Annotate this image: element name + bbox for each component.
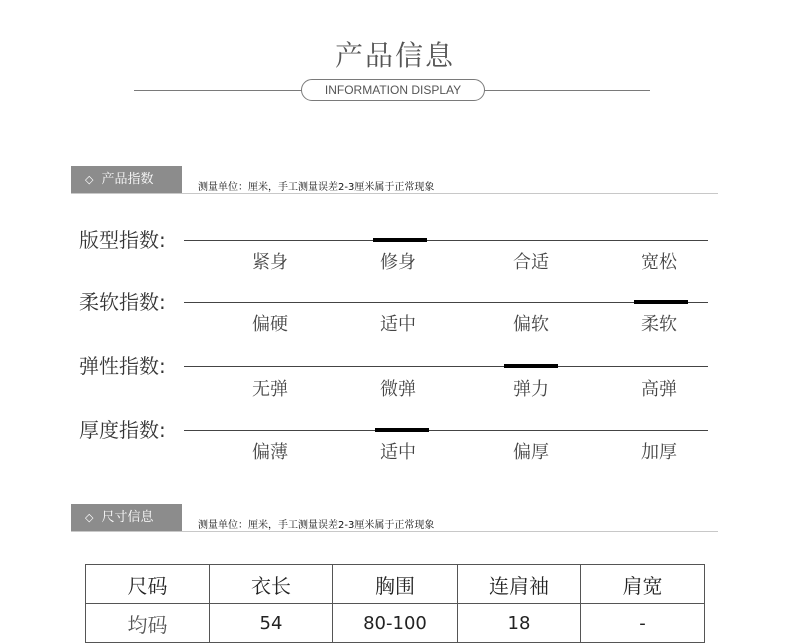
index-marker (634, 300, 688, 304)
index-scale-line (184, 366, 708, 367)
measurement-note: 测量单位：厘米，手工测量误差2-3厘米属于正常现象 (198, 520, 435, 531)
section-tag-size-info (71, 504, 182, 531)
table-header-cell: 连肩袖 (458, 565, 581, 604)
measurement-note: 测量单位：厘米，手工测量误差2-3厘米属于正常现象 (198, 182, 435, 193)
index-marker (373, 238, 427, 242)
index-option: 宽松 (641, 252, 677, 273)
index-label-fit: 版型指数: (79, 228, 166, 252)
index-label-elasticity: 弹性指数: (79, 354, 166, 378)
index-option: 紧身 (252, 252, 288, 273)
index-scale-line (184, 240, 708, 241)
section-tag-label: 尺寸信息 (101, 510, 154, 525)
table-header-cell: 衣长 (210, 565, 333, 604)
section-tag-label: 产品指数 (101, 172, 154, 187)
table-cell: 80-100 (333, 604, 458, 643)
table-cell: 54 (210, 604, 333, 643)
index-marker (375, 428, 429, 432)
index-option: 加厚 (641, 442, 677, 463)
index-option: 无弹 (252, 379, 288, 400)
table-cell: 均码 (86, 604, 210, 643)
section-rule (71, 193, 718, 194)
table-header-cell: 尺码 (86, 565, 210, 604)
index-option: 合适 (513, 252, 549, 273)
table-row (86, 604, 705, 643)
section-tag-product-index (71, 166, 182, 193)
index-scale-line (184, 430, 708, 431)
index-option: 偏厚 (513, 442, 549, 463)
section-rule (71, 531, 718, 532)
size-table-header-row (86, 565, 705, 604)
index-option: 弹力 (513, 379, 549, 400)
table-header-cell: 胸围 (333, 565, 458, 604)
index-option: 适中 (380, 442, 416, 463)
index-marker (504, 364, 558, 368)
index-option: 偏软 (513, 314, 549, 335)
page-title: 产品信息 (334, 39, 455, 72)
index-option: 柔软 (641, 314, 677, 335)
index-scale-line (184, 302, 708, 303)
diamond-icon: ◇ (85, 173, 94, 186)
size-table (85, 564, 705, 643)
table-cell: - (581, 604, 705, 643)
index-option: 适中 (380, 314, 416, 335)
index-option: 高弹 (641, 379, 677, 400)
index-option: 修身 (380, 252, 416, 273)
subtitle-line-left (134, 90, 302, 91)
index-label-thickness: 厚度指数: (79, 418, 166, 442)
index-option: 偏硬 (252, 314, 288, 335)
table-cell: 18 (458, 604, 581, 643)
subtitle-pill: INFORMATION DISPLAY (301, 79, 485, 101)
subtitle-line-right (484, 90, 650, 91)
table-header-cell: 肩宽 (581, 565, 705, 604)
diamond-icon: ◇ (85, 511, 94, 524)
index-label-softness: 柔软指数: (79, 290, 166, 314)
index-option: 偏薄 (252, 442, 288, 463)
index-option: 微弹 (380, 379, 416, 400)
